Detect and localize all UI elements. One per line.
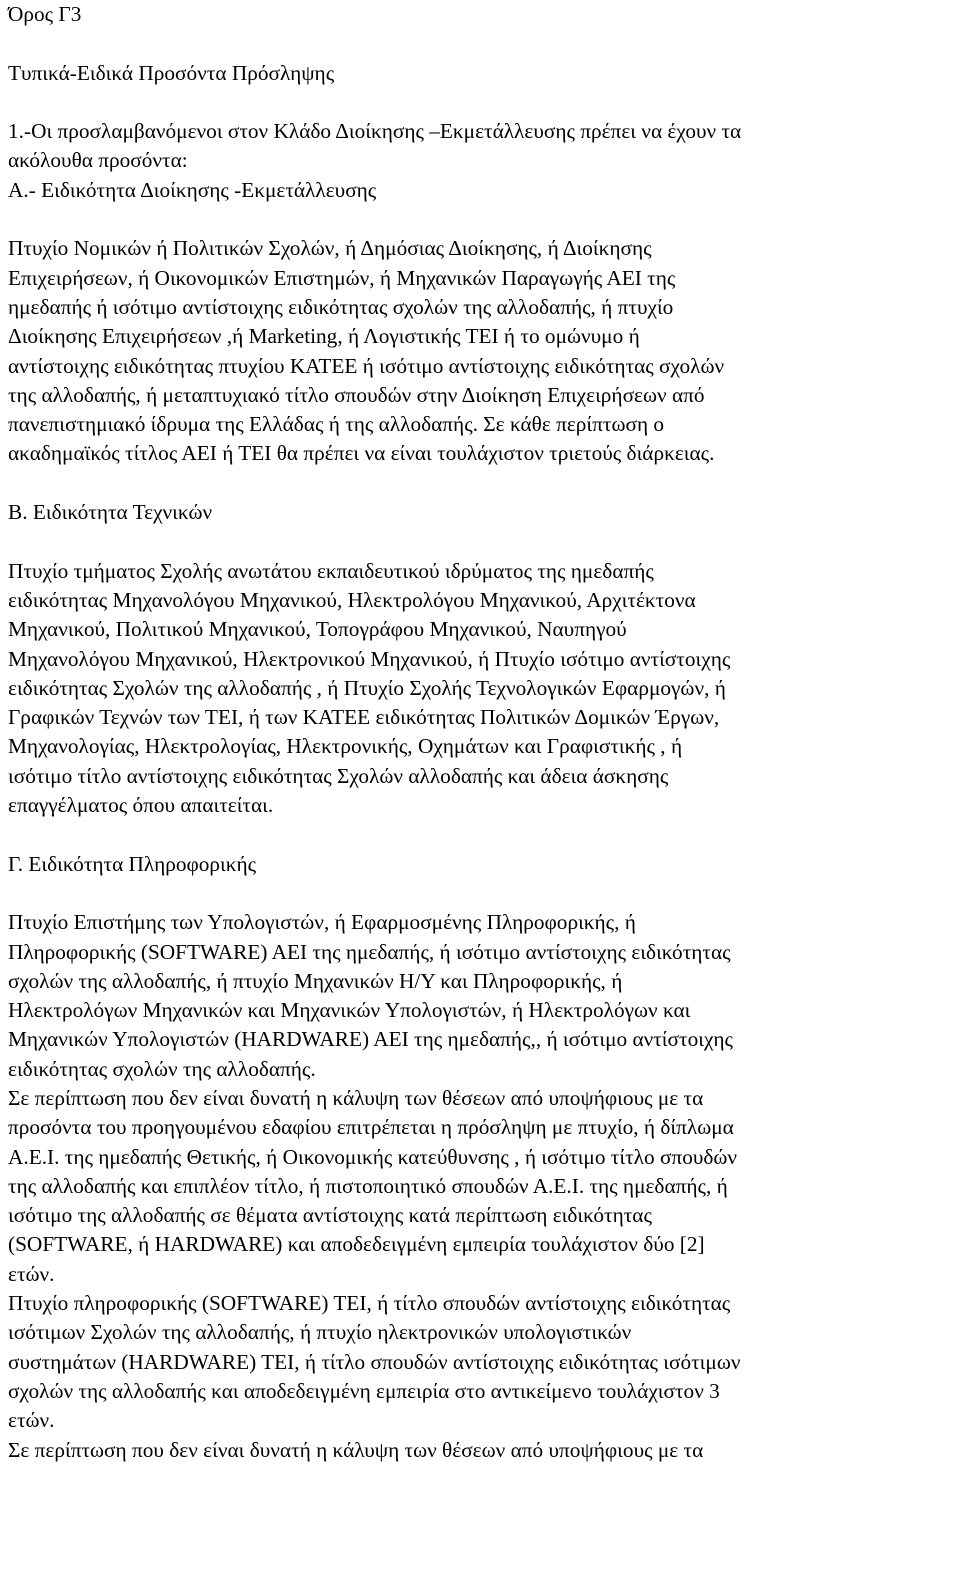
- section-a-paragraph: [8, 234, 956, 468]
- document-subtitle: Τυπικά-Ειδικά Προσόντα Πρόσληψης: [8, 60, 335, 85]
- section-b-line: ισότιμο τίτλο αντίστοιχης ειδικότητας Σχολών αλλοδαπής και άδεια άσκησης: [8, 763, 669, 788]
- section-c-line: συστημάτων (HARDWARE) ΤΕΙ, ή τίτλο σπουδών αντίστοιχης ειδικότητας ισότιμων: [8, 1349, 741, 1374]
- section-b-line: Μηχανικού, Πολιτικού Μηχανικού, Τοπογράφου Μηχανικού, Ναυπηγού: [8, 617, 627, 642]
- section-a-line: πανεπιστημιακό ίδρυμα της Ελλάδας ή της αλλοδαπής. Σε κάθε περίπτωση ο: [8, 412, 665, 437]
- section-c-line: της αλλοδαπής και επιπλέον τίτλο, ή πιστοποιητικό σπουδών Α.Ε.Ι. της ημεδαπής, ή: [8, 1173, 728, 1198]
- section-b-line: Γραφικών Τεχνών των ΤΕΙ, ή των ΚΑΤΕΕ ειδικότητας Πολιτικών Δομικών Έργων,: [8, 705, 720, 730]
- section-c-line: Πτυχίο πληροφορικής (SOFTWARE) ΤΕΙ, ή τίτλο σπουδών αντίστοιχης ειδικότητας: [8, 1291, 731, 1316]
- section-b-line: επαγγέλματος όπου απαιτείται.: [8, 793, 274, 818]
- section-b-line: ειδικότητας Μηχανολόγου Μηχανικού, Ηλεκτρολόγου Μηχανικού, Αρχιτέκτονα: [8, 587, 696, 612]
- section-c-paragraph: [8, 908, 956, 1465]
- section-c-line: Ηλεκτρολόγων Μηχανικών και Μηχανικών Υπολογιστών, ή Ηλεκτρολόγων και: [8, 998, 691, 1023]
- section-c-line: Σε περίπτωση που δεν είναι δυνατή η κάλυψη των θέσεων από υποψήφιους με τα: [8, 1085, 704, 1110]
- section-a-line: της αλλοδαπής, ή μεταπτυχιακό τίτλο σπουδών στην Διοίκηση Επιχειρήσεων από: [8, 382, 705, 407]
- section-b-line: ειδικότητας Σχολών της αλλοδαπής , ή Πτυχίο Σχολής Τεχνολογικών Εφαρμογών, ή: [8, 675, 726, 700]
- intro-paragraph: [8, 117, 956, 205]
- section-a-line: αντίστοιχης ειδικότητας πτυχίου ΚΑΤΕΕ ή ισότιμο αντίστοιχης ειδικότητας σχολών: [8, 353, 725, 378]
- section-c-line: σχολών της αλλοδαπής και αποδεδειγμένη εμπειρία στο αντικείμενο τουλάχιστον 3: [8, 1378, 720, 1403]
- section-a-line: Διοίκησης Επιχειρήσεων ,ή Marketing, ή Λογιστικής ΤΕΙ ή το ομώνυμο ή: [8, 324, 640, 349]
- section-a-line: Επιχειρήσεων, ή Οικονομικών Επιστημών, ή Μηχανικών Παραγωγής ΑΕΙ της: [8, 265, 676, 290]
- section-c-line: Σε περίπτωση που δεν είναι δυνατή η κάλυψη των θέσεων από υποψήφιους με τα: [8, 1437, 704, 1462]
- section-a-line: ημεδαπής ή ισότιμο αντίστοιχης ειδικότητας σχολών της αλλοδαπής, ή πτυχίο: [8, 294, 674, 319]
- section-c-heading: Γ. Ειδικότητα Πληροφορικής: [8, 851, 257, 876]
- section-c-line: ισότιμων Σχολών της αλλοδαπής, ή πτυχίο ηλεκτρονικών υπολογιστικών: [8, 1320, 632, 1345]
- section-b-paragraph: [8, 557, 956, 821]
- section-c-line: ετών.: [8, 1261, 55, 1286]
- section-c-line: ισότιμο της αλλοδαπής σε θέματα αντίστοιχης κατά περίπτωση ειδικότητας: [8, 1203, 652, 1228]
- section-c-line: (SOFTWARE, ή HARDWARE) και αποδεδειγμένη εμπειρία τουλάχιστον δύο [2]: [8, 1232, 705, 1257]
- section-c-line: Α.Ε.Ι. της ημεδαπής Θετικής, ή Οικονομικής κατεύθυνσης , ή ισότιμο τίτλο σπουδών: [8, 1144, 738, 1169]
- section-b-line: Μηχανολογίας, Ηλεκτρολογίας, Ηλεκτρονικής, Οχημάτων και Γραφιστικής , ή: [8, 734, 683, 759]
- intro-line: ακόλουθα προσόντα:: [8, 148, 188, 173]
- section-b-line: Μηχανολόγου Μηχανικού, Ηλεκτρονικού Μηχανικού, ή Πτυχίο ισότιμο αντίστοιχης: [8, 646, 731, 671]
- section-c-line: Πληροφορικής (SOFTWARE) ΑΕΙ της ημεδαπής, ή ισότιμο αντίστοιχης ειδικότητας: [8, 939, 731, 964]
- document-page: [8, 0, 956, 1465]
- section-a-line: Πτυχίο Νομικών ή Πολιτικών Σχολών, ή Δημόσιας Διοίκησης, ή Διοίκησης: [8, 236, 652, 261]
- section-c-line: ετών.: [8, 1408, 55, 1433]
- section-b-line: Πτυχίο τμήματος Σχολής ανωτάτου εκπαιδευτικού ιδρύματος της ημεδαπής: [8, 558, 654, 583]
- section-a-heading: Α.- Ειδικότητα Διοίκησης -Εκμετάλλευσης: [8, 177, 377, 202]
- document-title: Όρος Γ3: [8, 2, 82, 26]
- section-c-line: Μηχανικών Υπολογιστών (HARDWARE) ΑΕΙ της ημεδαπής,, ή ισότιμο αντίστοιχης: [8, 1027, 733, 1052]
- section-c-line: ειδικότητας σχολών της αλλοδαπής.: [8, 1056, 316, 1081]
- section-a-line: ακαδημαϊκός τίτλος ΑΕΙ ή ΤΕΙ θα πρέπει να είναι τουλάχιστον τριετούς διάρκειας.: [8, 441, 715, 466]
- section-c-line: σχολών της αλλοδαπής, ή πτυχίο Μηχανικών Η/Υ και Πληροφορικής, ή: [8, 968, 623, 993]
- section-b-heading: Β. Ειδικότητα Τεχνικών: [8, 500, 213, 525]
- section-c-line: Πτυχίο Επιστήμης των Υπολογιστών, ή Εφαρμοσμένης Πληροφορικής, ή: [8, 910, 636, 935]
- section-c-line: προσόντα του προηγουμένου εδαφίου επιτρέπεται η πρόσληψη με πτυχίο, ή δίπλωμα: [8, 1115, 734, 1140]
- intro-line: 1.-Οι προσλαμβανόμενοι στον Κλάδο Διοίκησης –Εκμετάλλευσης πρέπει να έχουν τα: [8, 119, 742, 144]
